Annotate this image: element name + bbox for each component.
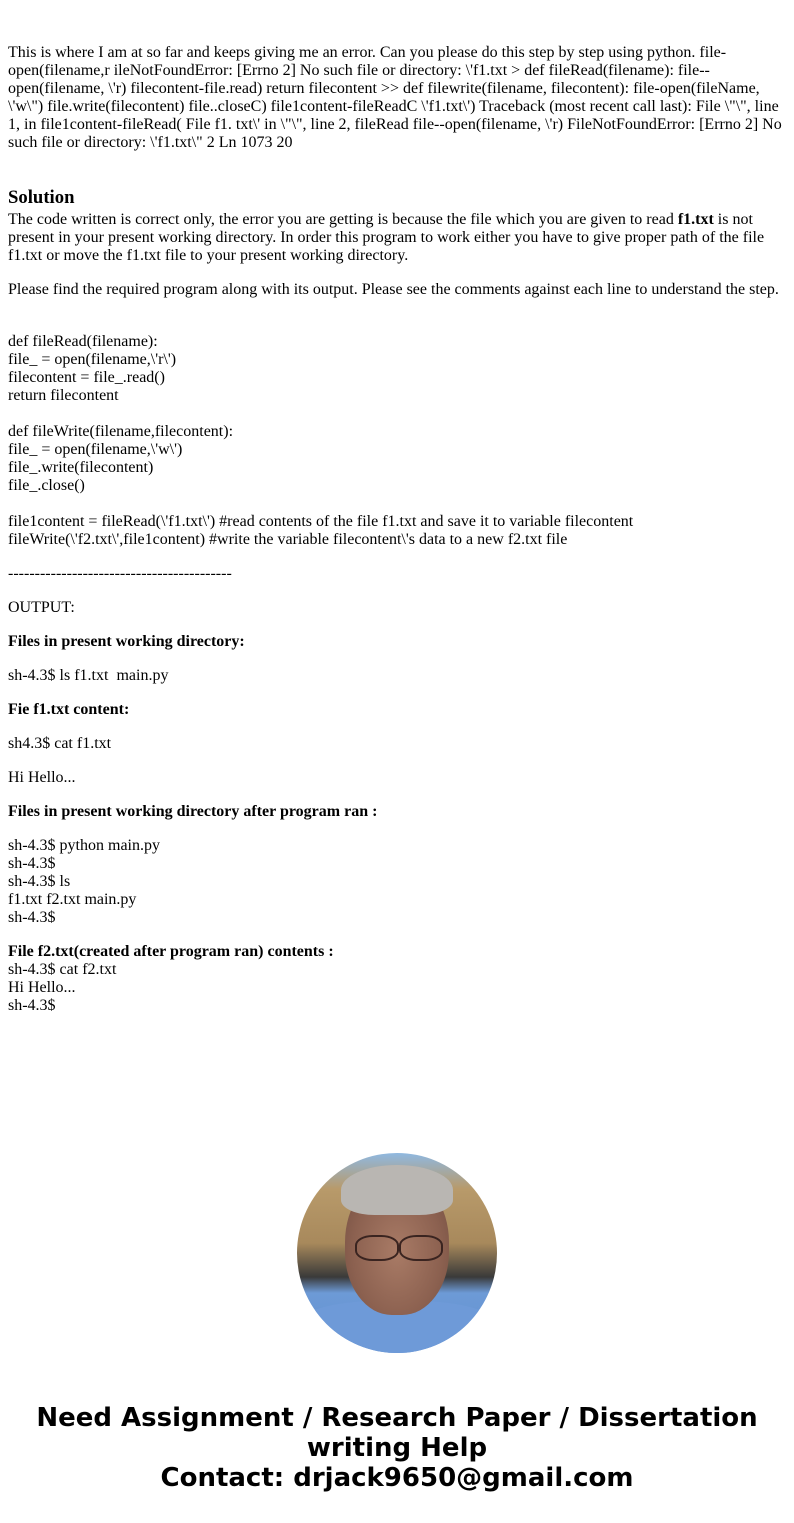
code-main bbox=[8, 513, 786, 549]
output-label: OUTPUT: bbox=[8, 599, 75, 616]
code-fileread bbox=[8, 333, 786, 405]
terminal-line: f1.txt f2.txt main.py bbox=[8, 891, 137, 908]
solution-instructions: Please find the required program along with its output. Please see the comments against each line to understand the step. bbox=[8, 281, 779, 298]
terminal-line: sh-4.3$ bbox=[8, 855, 56, 872]
solution-intro bbox=[8, 211, 786, 265]
files-pwd-command: sh-4.3$ ls f1.txt main.py bbox=[8, 667, 169, 684]
question-text: This is where I am at so far and keeps giving me an error. Can you please do this step by step using python. file-open(filename,r ileNotFoundError: [Errno 2] No such file or directory: \'f1.txt > def fileRead(filename): file--open(filename, \'r) filecontent-file.read) return filecontent >> def filewrite(filename, filecontent): file-open(fileName, \'w\") file.write(filecontent) file..closeC) file1content-fileReadC \'f1.txt\') Traceback (most recent call last): File \"\", line 1, in file1content-fileRead( File f1. txt\' in \"\", line 2, fileRead file--open(filename, \'r) FileNotFoundError: [Errno 2] No such file or directory: \'f1.txt\" 2 Ln 1073 20 bbox=[8, 44, 782, 151]
avatar-glasses-left bbox=[355, 1235, 399, 1261]
code-line: def fileRead(filename): bbox=[8, 333, 158, 350]
terminal-line: Hi Hello... bbox=[8, 979, 76, 996]
after-run-terminal bbox=[8, 837, 786, 927]
intro-text-end: is not present in your present working directory. In order this program to work either you have to give proper path of the file f1.txt or move the f1.txt file to your present working directory. bbox=[8, 211, 765, 264]
f1-content-command: sh4.3$ cat f1.txt bbox=[8, 735, 112, 752]
code-line: file_ = open(filename,\'r\') bbox=[8, 351, 177, 368]
terminal-line: sh-4.3$ python main.py bbox=[8, 837, 160, 854]
promo-contact: Contact: drjack9650@gmail.com bbox=[160, 1463, 634, 1493]
avatar-hair bbox=[341, 1165, 453, 1215]
terminal-line: sh-4.3$ bbox=[8, 909, 56, 926]
promo-line-1: Need Assignment / Research Paper / Dissertation bbox=[36, 1403, 758, 1433]
intro-text: The code written is correct only, the error you are getting is because the file which you are given to read bbox=[8, 211, 678, 228]
files-pwd-heading: Files in present working directory: bbox=[8, 633, 245, 650]
solution-heading: Solution bbox=[8, 187, 75, 208]
f1-content-heading: Fie f1.txt content: bbox=[8, 701, 130, 718]
avatar-glasses-right bbox=[399, 1235, 443, 1261]
after-run-heading: Files in present working directory after program ran : bbox=[8, 803, 378, 820]
code-line: file_ = open(filename,\'w\') bbox=[8, 441, 183, 458]
code-line: file_.close() bbox=[8, 477, 85, 494]
code-line: def fileWrite(filename,filecontent): bbox=[8, 423, 234, 440]
promo-line-2: writing Help bbox=[306, 1433, 488, 1463]
promo-banner bbox=[0, 1403, 794, 1493]
code-line: file1content = fileRead(\'f1.txt\') #read contents of the file f1.txt and save it to variable filecontent bbox=[8, 513, 634, 530]
separator: ------------------------------------------ bbox=[8, 565, 232, 582]
code-line: return filecontent bbox=[8, 387, 119, 404]
code-filewrite bbox=[8, 423, 786, 495]
f2-terminal bbox=[8, 961, 786, 1015]
code-line: fileWrite(\'f2.txt\',file1content) #write the variable filecontent\'s data to a new f2.txt file bbox=[8, 531, 568, 548]
code-line: file_.write(filecontent) bbox=[8, 459, 154, 476]
f1-content-value: Hi Hello... bbox=[8, 769, 76, 786]
terminal-line: sh-4.3$ bbox=[8, 997, 56, 1014]
f2-heading: File f2.txt(created after program ran) contents : bbox=[8, 943, 334, 960]
terminal-line: sh-4.3$ ls bbox=[8, 873, 71, 890]
code-line: filecontent = file_.read() bbox=[8, 369, 165, 386]
intro-filename: f1.txt bbox=[677, 211, 714, 228]
terminal-line: sh-4.3$ cat f2.txt bbox=[8, 961, 117, 978]
author-avatar bbox=[297, 1153, 497, 1353]
